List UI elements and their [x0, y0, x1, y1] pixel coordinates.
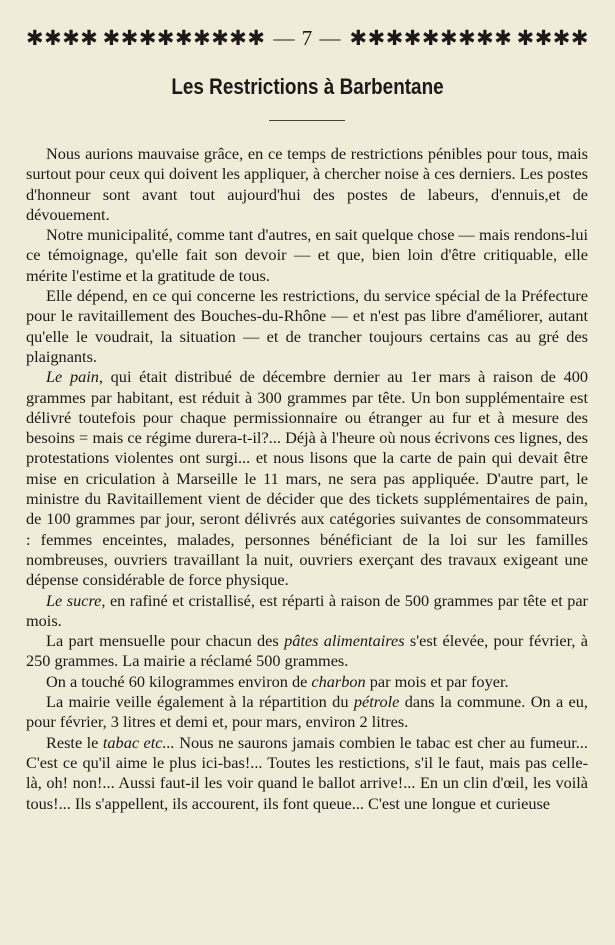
article-title: Les Restrictions à Barbentane [171, 74, 444, 99]
paragraph-3: Elle dépend, en ce qui concerne les restrictions, du service spécial de la Préfecture pour le ravitaillement des Bouches-du-Rhône — et n'est pas libre d'améliorer, autant qu'elle le voudrait, la situation — et de trancher toujours certains cas au gré des plaignants. [26, 286, 588, 366]
page-header [26, 24, 589, 52]
paragraph-pates: La part mensuelle pour chacun des pâtes alimentaires s'est élevée, pour février, à 250 grammes. La mairie a réclamé 500 grammes. [26, 631, 589, 671]
paragraph-sucre: Le sucre, en rafiné et cristallisé, est réparti à raison de 500 grammes par tête et par mois. [26, 590, 588, 630]
header-stars-outer-left: ✱✱✱✱ [26, 25, 99, 50]
lead-pain: Le pain, [46, 367, 103, 387]
paragraph-2: Notre municipalité, comme tant d'autres, en sait quelque chose — mais rendons-lui ce témoignage, qu'elle fait son devoir — et que, bien loin d'être critiquable, elle mérite l'estime et la gratitude de tous. [26, 225, 588, 285]
header-center [103, 26, 513, 51]
paragraph-pain: Le pain, qui était distribué de décembre dernier au 1er mars à raison de 400 grammes par habitant, est réduit à 300 grammes par tête. Un bon supplémentaire est délivré toutefois pour chaque permissionnaire ou étranger au fur et à mesure des besoins = mais ce régime durera-t-il?... Déjà à l'heure où nous écrivons ces lignes, des protestations violentes ont surgi... et nous lisons que la carte de pain qui devait être mise en criculation à Marseille le 11 mars, ne sera pas appliquée. D'autre part, le ministre du Ravitaillement vient de décider que des tickets supplémentaires de pain, de 100 grammes par jour, seront délivrés aux catégories suivantes de consommateurs : femmes enceintes, malades, personnes bénéficiant de la loi sur les familles nombreuses, ouvriers travaillant la nuit, ouvriers exerçant des travaux exigeant une dépense considérable de force physique. [26, 367, 588, 590]
lead-sucre: Le sucre, [46, 590, 106, 610]
paragraph-1: Nous aurions mauvaise grâce, en ce temps de restrictions pénibles pour tous, mais surtout pour ceux qui doivent les appliquer, à chercher noise à ces derniers. Les postes d'honneur sont avant tout aujourd'hui des postes de labeurs, d'ennuis,et de dévouement. [26, 144, 588, 224]
article-body [26, 144, 588, 814]
header-stars-outer-right: ✱✱✱✱ [516, 25, 589, 50]
title-divider [269, 120, 345, 121]
page-number: — 7 — [273, 25, 342, 50]
header-stars-inner-left: ✱✱✱✱✱✱✱✱✱ [102, 25, 266, 50]
paragraph-charbon: On a touché 60 kilogrammes environ de charbon par mois et par foyer. [46, 671, 509, 691]
header-stars-inner-right: ✱✱✱✱✱✱✱✱✱ [349, 25, 513, 50]
paragraph-tabac: Reste le tabac etc... Nous ne saurons jamais combien le tabac est cher au fumeur... C'est ce qu'il aime le plus ici-bas!... Toutes les restictions, s'il le faut, mais pas celle-là, oh! non!... Aussi faut-il les voir quand le ballot arrive!... En un clin d'œil, les voilà tous!... Ils s'appellent, ils accourent, ils font queue... C'est une longue et curieuse [26, 732, 588, 813]
paragraph-petrole: La mairie veille également à la répartition du pétrole dans la commune. On a eu, pour février, 3 litres et demi et, pour mars, environ 2 litres. [26, 692, 588, 732]
